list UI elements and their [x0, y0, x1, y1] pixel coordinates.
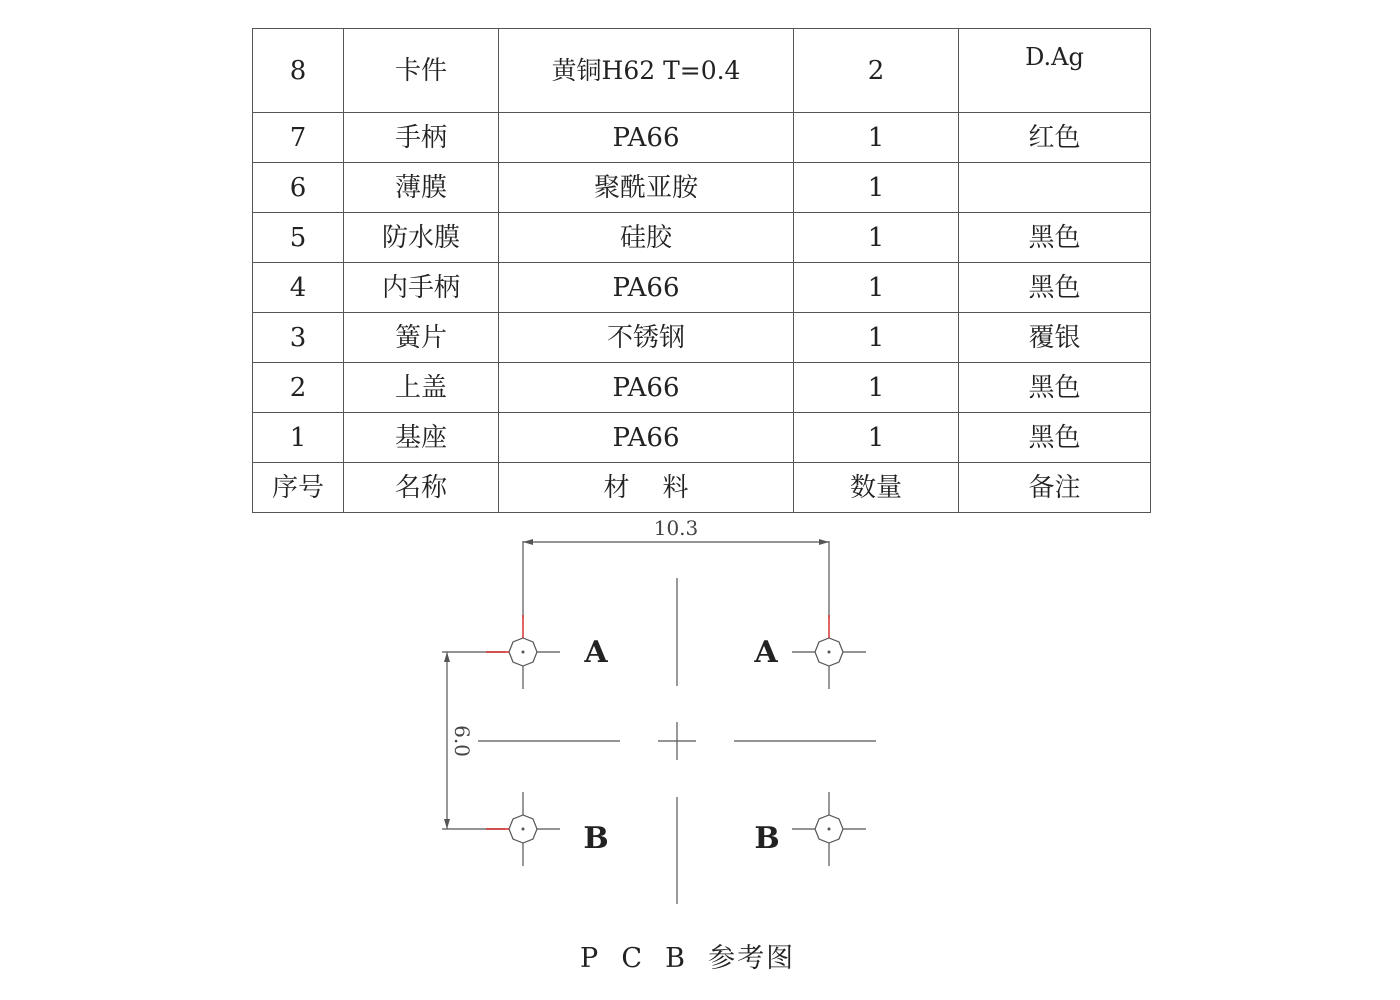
cell-note: 黑色 [959, 263, 1151, 313]
cell-qty: 1 [794, 363, 959, 413]
cell-note: 黑色 [959, 213, 1151, 263]
cell-qty: 1 [794, 413, 959, 463]
cell-note: 红色 [959, 113, 1151, 163]
cell-note: 黑色 [959, 413, 1151, 463]
cell-note: D.Ag [959, 29, 1151, 113]
header-qty: 数量 [794, 463, 959, 513]
cell-no: 3 [253, 313, 344, 363]
cell-qty: 1 [794, 313, 959, 363]
header-note: 备注 [959, 463, 1151, 513]
cell-name: 簧片 [344, 313, 499, 363]
pad-bottom-right [792, 792, 866, 866]
header-name: 名称 [344, 463, 499, 513]
cell-no: 8 [253, 29, 344, 113]
dimension-horizontal-label: 10.3 [653, 516, 699, 540]
cell-material: 硅胶 [499, 213, 794, 263]
cell-material: 不锈钢 [499, 313, 794, 363]
cell-name: 手柄 [344, 113, 499, 163]
cell-material: 黄铜H62 T=0.4 [499, 29, 794, 113]
cell-no: 5 [253, 213, 344, 263]
cell-qty: 1 [794, 213, 959, 263]
pad-bottom-left [486, 792, 560, 866]
header-material: 材 料 [499, 463, 794, 513]
pad-top-left [486, 615, 560, 689]
pcb-caption: P C B 参考图 [580, 943, 796, 974]
cell-name: 基座 [344, 413, 499, 463]
cell-material: PA66 [499, 113, 794, 163]
pad-label-bottom-left: B [583, 821, 609, 856]
cell-no: 4 [253, 263, 344, 313]
cell-qty: 1 [794, 263, 959, 313]
cell-no: 6 [253, 163, 344, 213]
cell-qty: 1 [794, 163, 959, 213]
dimension-vertical-label: 6.0 [450, 725, 474, 757]
cell-name: 内手柄 [344, 263, 499, 313]
cell-note: 黑色 [959, 363, 1151, 413]
cell-material: PA66 [499, 413, 794, 463]
cell-name: 薄膜 [344, 163, 499, 213]
pad-top-right [792, 615, 866, 689]
cell-material: 聚酰亚胺 [499, 163, 794, 213]
cell-note: 覆银 [959, 313, 1151, 363]
cell-qty: 2 [794, 29, 959, 113]
center-lines [478, 578, 876, 904]
cell-no: 2 [253, 363, 344, 413]
cell-qty: 1 [794, 113, 959, 163]
pad-label-bottom-right: B [754, 821, 780, 856]
cell-material: PA66 [499, 263, 794, 313]
cell-name: 卡件 [344, 29, 499, 113]
dimension-horizontal [523, 541, 829, 618]
cell-no: 7 [253, 113, 344, 163]
header-no: 序号 [253, 463, 344, 513]
cell-no: 1 [253, 413, 344, 463]
pad-label-top-left: A [584, 635, 608, 670]
pad-label-top-right: A [754, 635, 778, 670]
cell-name: 上盖 [344, 363, 499, 413]
cell-material: PA66 [499, 363, 794, 413]
cell-name: 防水膜 [344, 213, 499, 263]
